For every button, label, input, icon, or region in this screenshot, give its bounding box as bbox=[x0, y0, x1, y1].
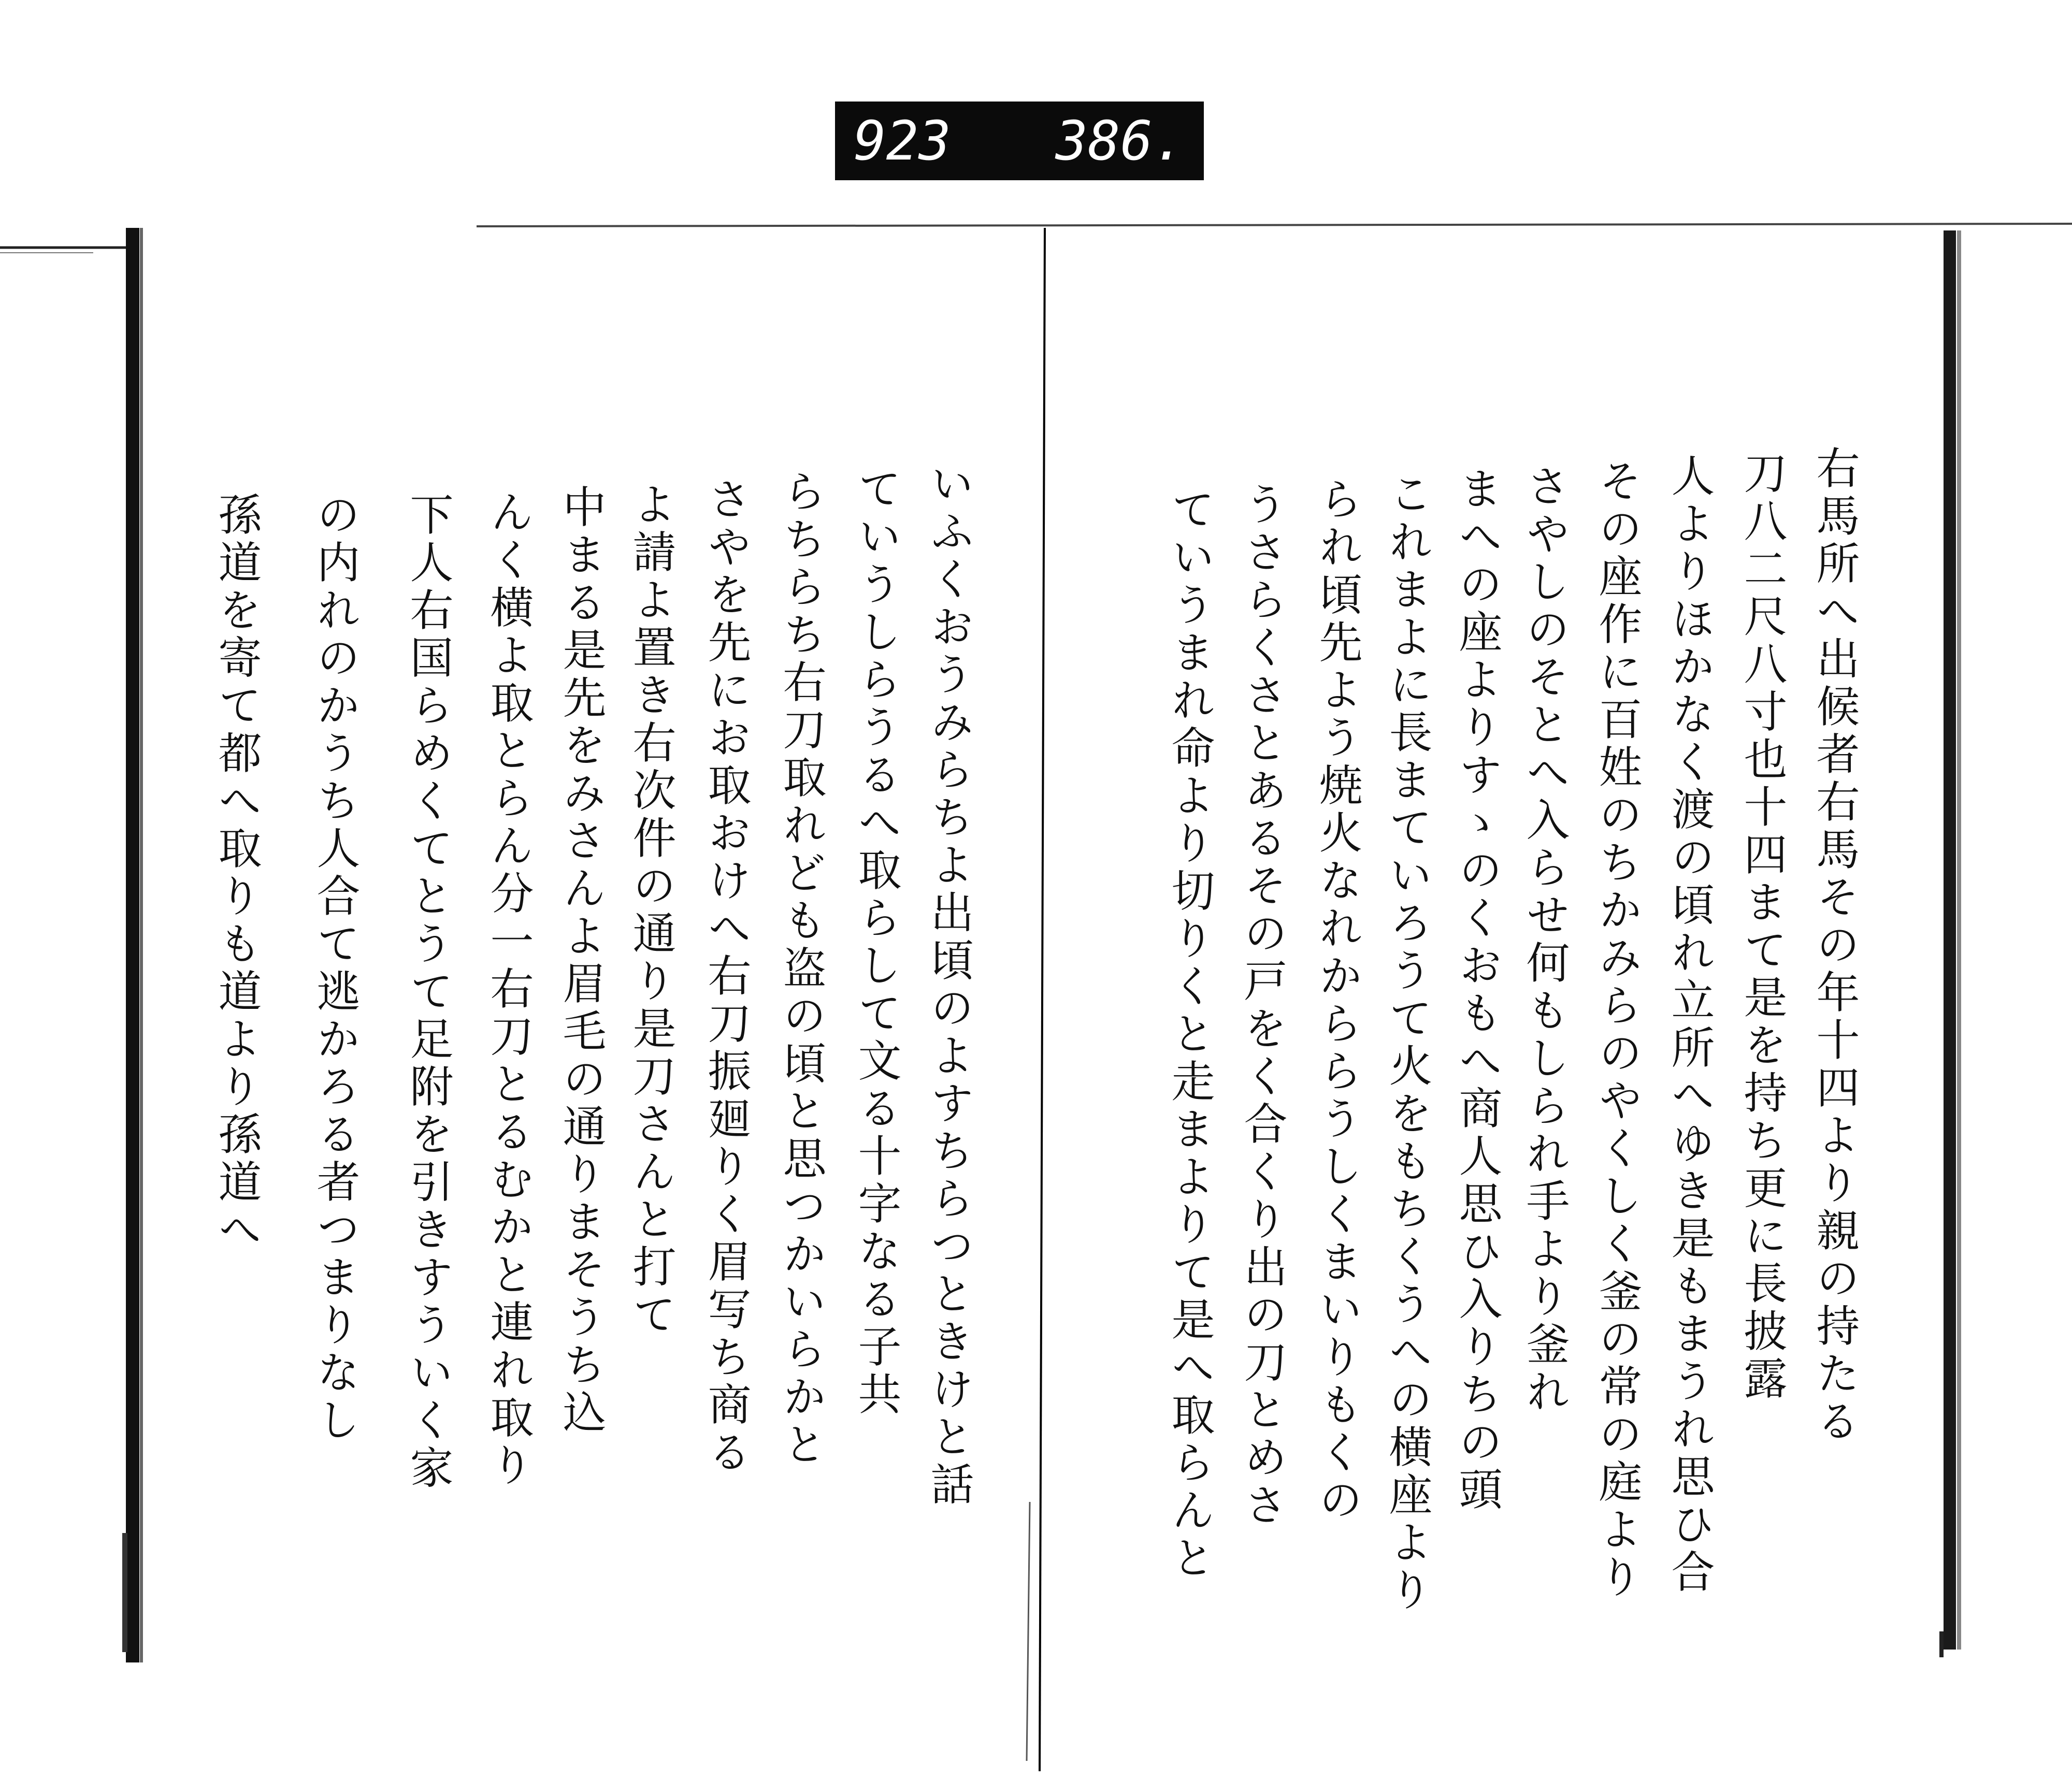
text-column: らちらち右刀取れども盗の頃と思つかいらかと bbox=[776, 469, 827, 1469]
text-column: 中まる是先をみさんよ眉毛の通りまそうち込 bbox=[556, 484, 607, 1437]
text-column: られ頃先よう焼火なれかららうしくまいりもくの bbox=[1312, 476, 1363, 1525]
text-column: 刀八二尺八寸也十四まて是を持ち更に長披露 bbox=[1737, 451, 1788, 1404]
text-column: いふくおうみらちよ出頃のよすちらつときけと話 bbox=[924, 461, 974, 1509]
left-page bbox=[137, 223, 1041, 1756]
text-column: んく横よ取とらん分一右刀とるむかと連れ取り bbox=[483, 489, 534, 1490]
text-column: ていうしらうるへ取らして文る十字なる子共 bbox=[851, 466, 902, 1419]
text-column: その座作に百姓のちかみらのやくしく釜の常の庭より bbox=[1592, 458, 1643, 1602]
text-column: さやを先にお取おけへ右刀振廻りく眉写ち商る bbox=[701, 476, 752, 1477]
text-column: 右馬所へ出候者右馬その年十四より親の持たる bbox=[1809, 445, 1860, 1446]
text-column: 孫道を寄て都へ取りも道より孫道へ bbox=[211, 492, 262, 1254]
archive-number-right: 386. bbox=[1055, 109, 1185, 172]
text-column: まへの座よりすゝのくおもへ商人思ひ入りちの頭 bbox=[1452, 466, 1503, 1514]
text-column: ていうまれ命より切りくと走まよりて是へ取らんと bbox=[1164, 487, 1215, 1583]
text-column: うさらくさとあるその戸をく合くり出の刀とめさ bbox=[1237, 482, 1288, 1530]
archive-number-tag bbox=[835, 102, 1204, 180]
text-column: の内れのかうち人合て逃かろる者つまりなし bbox=[310, 492, 361, 1445]
text-column: 下人右国らめくてとうて足附を引きすういく家 bbox=[403, 492, 454, 1493]
text-column: さやしのそとへ入らせ何もしられ手より釜れ bbox=[1519, 464, 1570, 1416]
archive-number-left: 923 bbox=[854, 109, 951, 172]
text-column: これまよに長まていろうて火をもちくうへの横座より bbox=[1382, 471, 1433, 1615]
text-column: 人よりほかなく渡の頃れ立所へゆき是もまうれ思ひ合 bbox=[1664, 453, 1715, 1597]
text-column: よ請よ置き右次件の通り是刀さんと打て bbox=[626, 482, 677, 1339]
right-page bbox=[1046, 223, 1950, 1756]
